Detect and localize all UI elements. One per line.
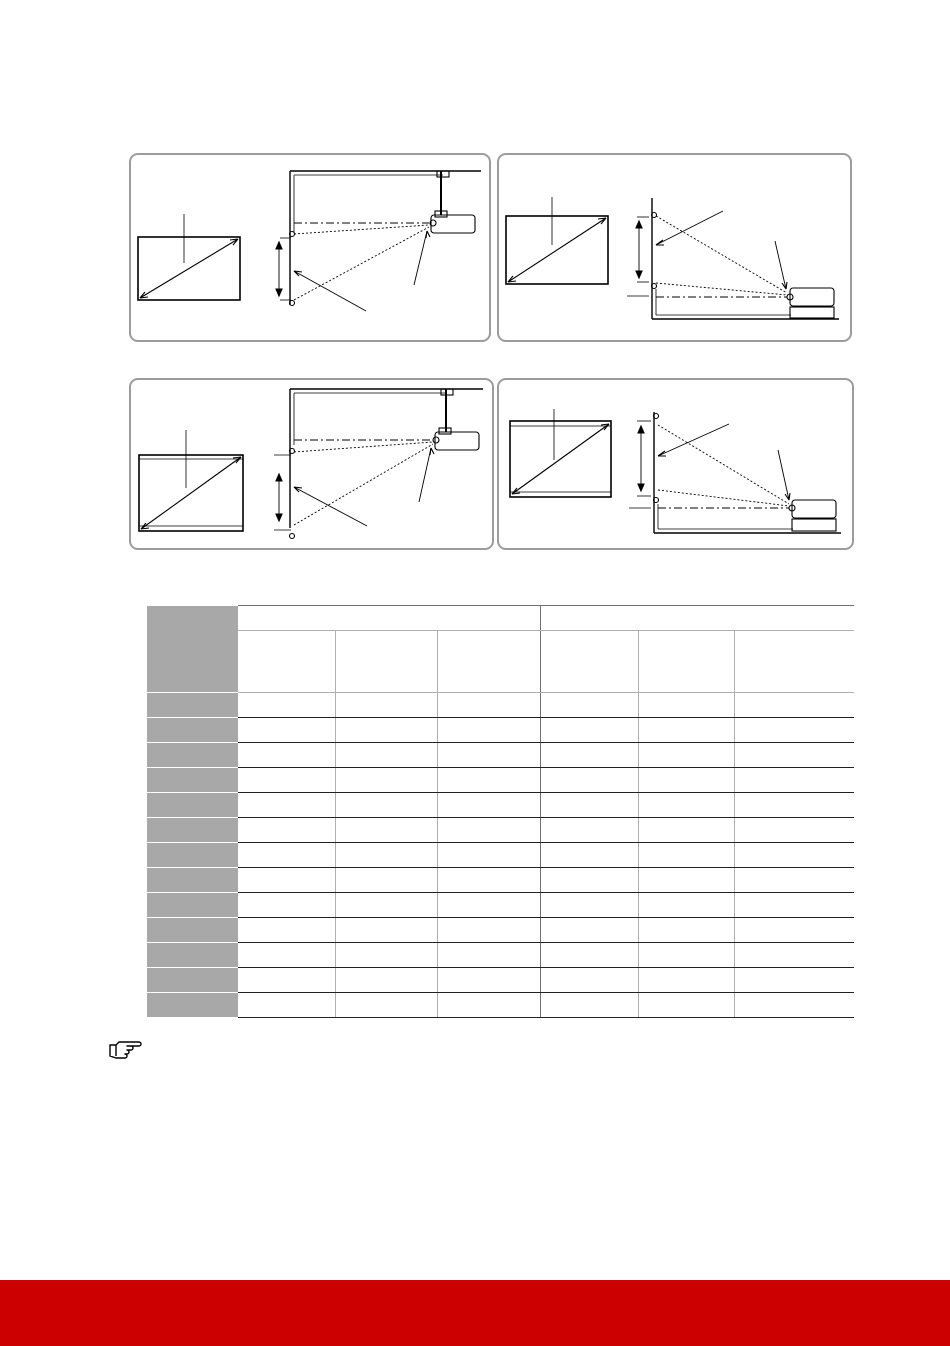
table-row [147,993,854,1018]
projector-body [435,432,479,450]
table-row [147,893,854,918]
row-label [147,793,238,818]
row-label [147,943,238,968]
table-row [147,818,854,843]
row-label [147,843,238,868]
table-row [147,868,854,893]
projector-body [792,500,836,518]
projector-body [790,288,834,306]
row-label [147,968,238,993]
table-subheader [147,631,854,693]
diagonal-arrow [140,239,238,298]
table-corner-cell [147,606,238,693]
projection-diagram-floor-4-3 [497,153,852,342]
row-label [147,768,238,793]
row-label [147,993,238,1018]
column-header [238,631,335,693]
row-label [147,718,238,743]
projection-diagram-floor-wide [497,378,854,550]
table-row [147,693,854,718]
table-row [147,968,854,993]
table-row [147,743,854,768]
diagram-drawing [131,155,493,344]
pointing-hand-icon [108,1037,144,1059]
table-row [147,843,854,868]
diagram-drawing [499,155,854,344]
column-header [734,631,854,693]
diagram-drawing [499,380,856,552]
column-header [638,631,734,693]
table-row [147,918,854,943]
column-header [437,631,540,693]
row-label [147,893,238,918]
row-label [147,918,238,943]
projection-diagram-ceiling-wide [129,378,494,550]
row-label [147,743,238,768]
table-group-header [147,606,854,631]
row-label [147,693,238,718]
table-row [147,943,854,968]
projection-diagram-ceiling-4-3 [129,153,491,342]
table-row [147,718,854,743]
group-header-1 [238,606,540,631]
row-label [147,818,238,843]
table-row [147,793,854,818]
column-header [540,631,638,693]
screen-size-table [147,605,854,1018]
table-row [147,768,854,793]
diagram-drawing [131,380,496,552]
footer-bar [0,1280,950,1346]
column-header [335,631,437,693]
group-header-2 [540,606,854,631]
row-label [147,868,238,893]
projector-body [431,215,475,233]
